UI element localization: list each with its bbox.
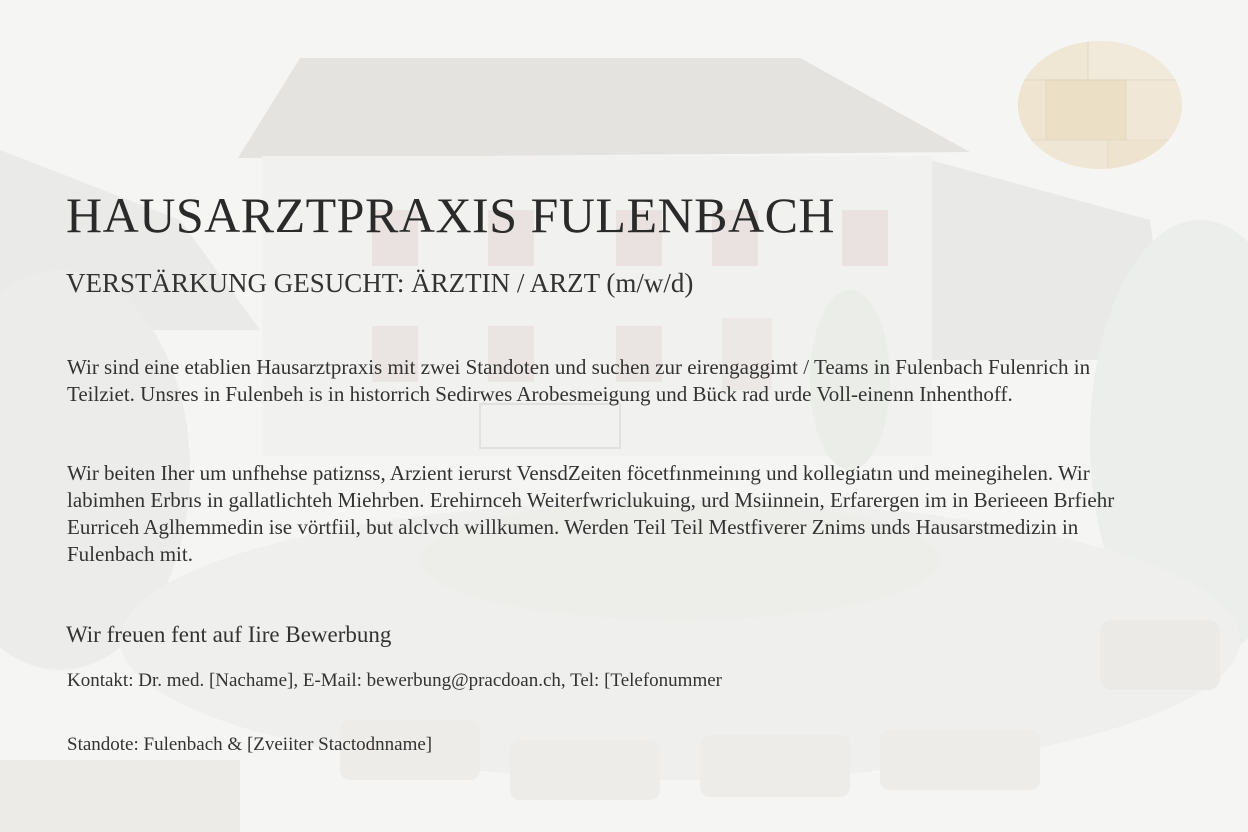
offer-paragraph: Wir beiten Iher um unfhehse patiznss, Arzient ierurst VensdZeiten föcetfınmeinıng und kollegiatın und meinegihelen. Wir labimhen Erbrıs in gallatlichteh Miehrben. Erehirnceh Weiterfwriclukuing, urd Msiinnein, Erfarergen im in Berieeen Brfiehr Eurriceh Aglhemmedin ise vörtfiil, but alclvch willkumen. Werden Teil Teil Mestfiverer Znims unds Hausarstmedizin in Fulenbach mit. xyxy=(67,461,1115,566)
closing-line: Wir freuen fent auf Iire Bewerbung xyxy=(66,622,392,647)
intro-paragraph: Wir sind eine etablien Hausarztpraxis mit zwei Standoten und suchen zur eirengaggimt / Teams in Fulenbach Fulenrich in Teilziet. Unsres in Fulenbeh is in historrich Sedirwes Arobesmeigung und Bück rad urde Voll-einenn Inhenthoff. xyxy=(67,355,1091,406)
page-title: HAUSARZTPRAXIS FULENBACH xyxy=(66,187,836,243)
locations-line: Standote: Fulenbach & [Zveiiter Stactodnname] xyxy=(67,734,433,755)
subtitle: VERSTÄRKUNG GESUCHT: ÄRZTIN / ARZT (m/w/d) xyxy=(66,268,694,298)
contact-line: Kontakt: Dr. med. [Nachame], E-Mail: bewerbung@pracdoan.ch, Tel: [Telefonummer xyxy=(67,670,722,691)
